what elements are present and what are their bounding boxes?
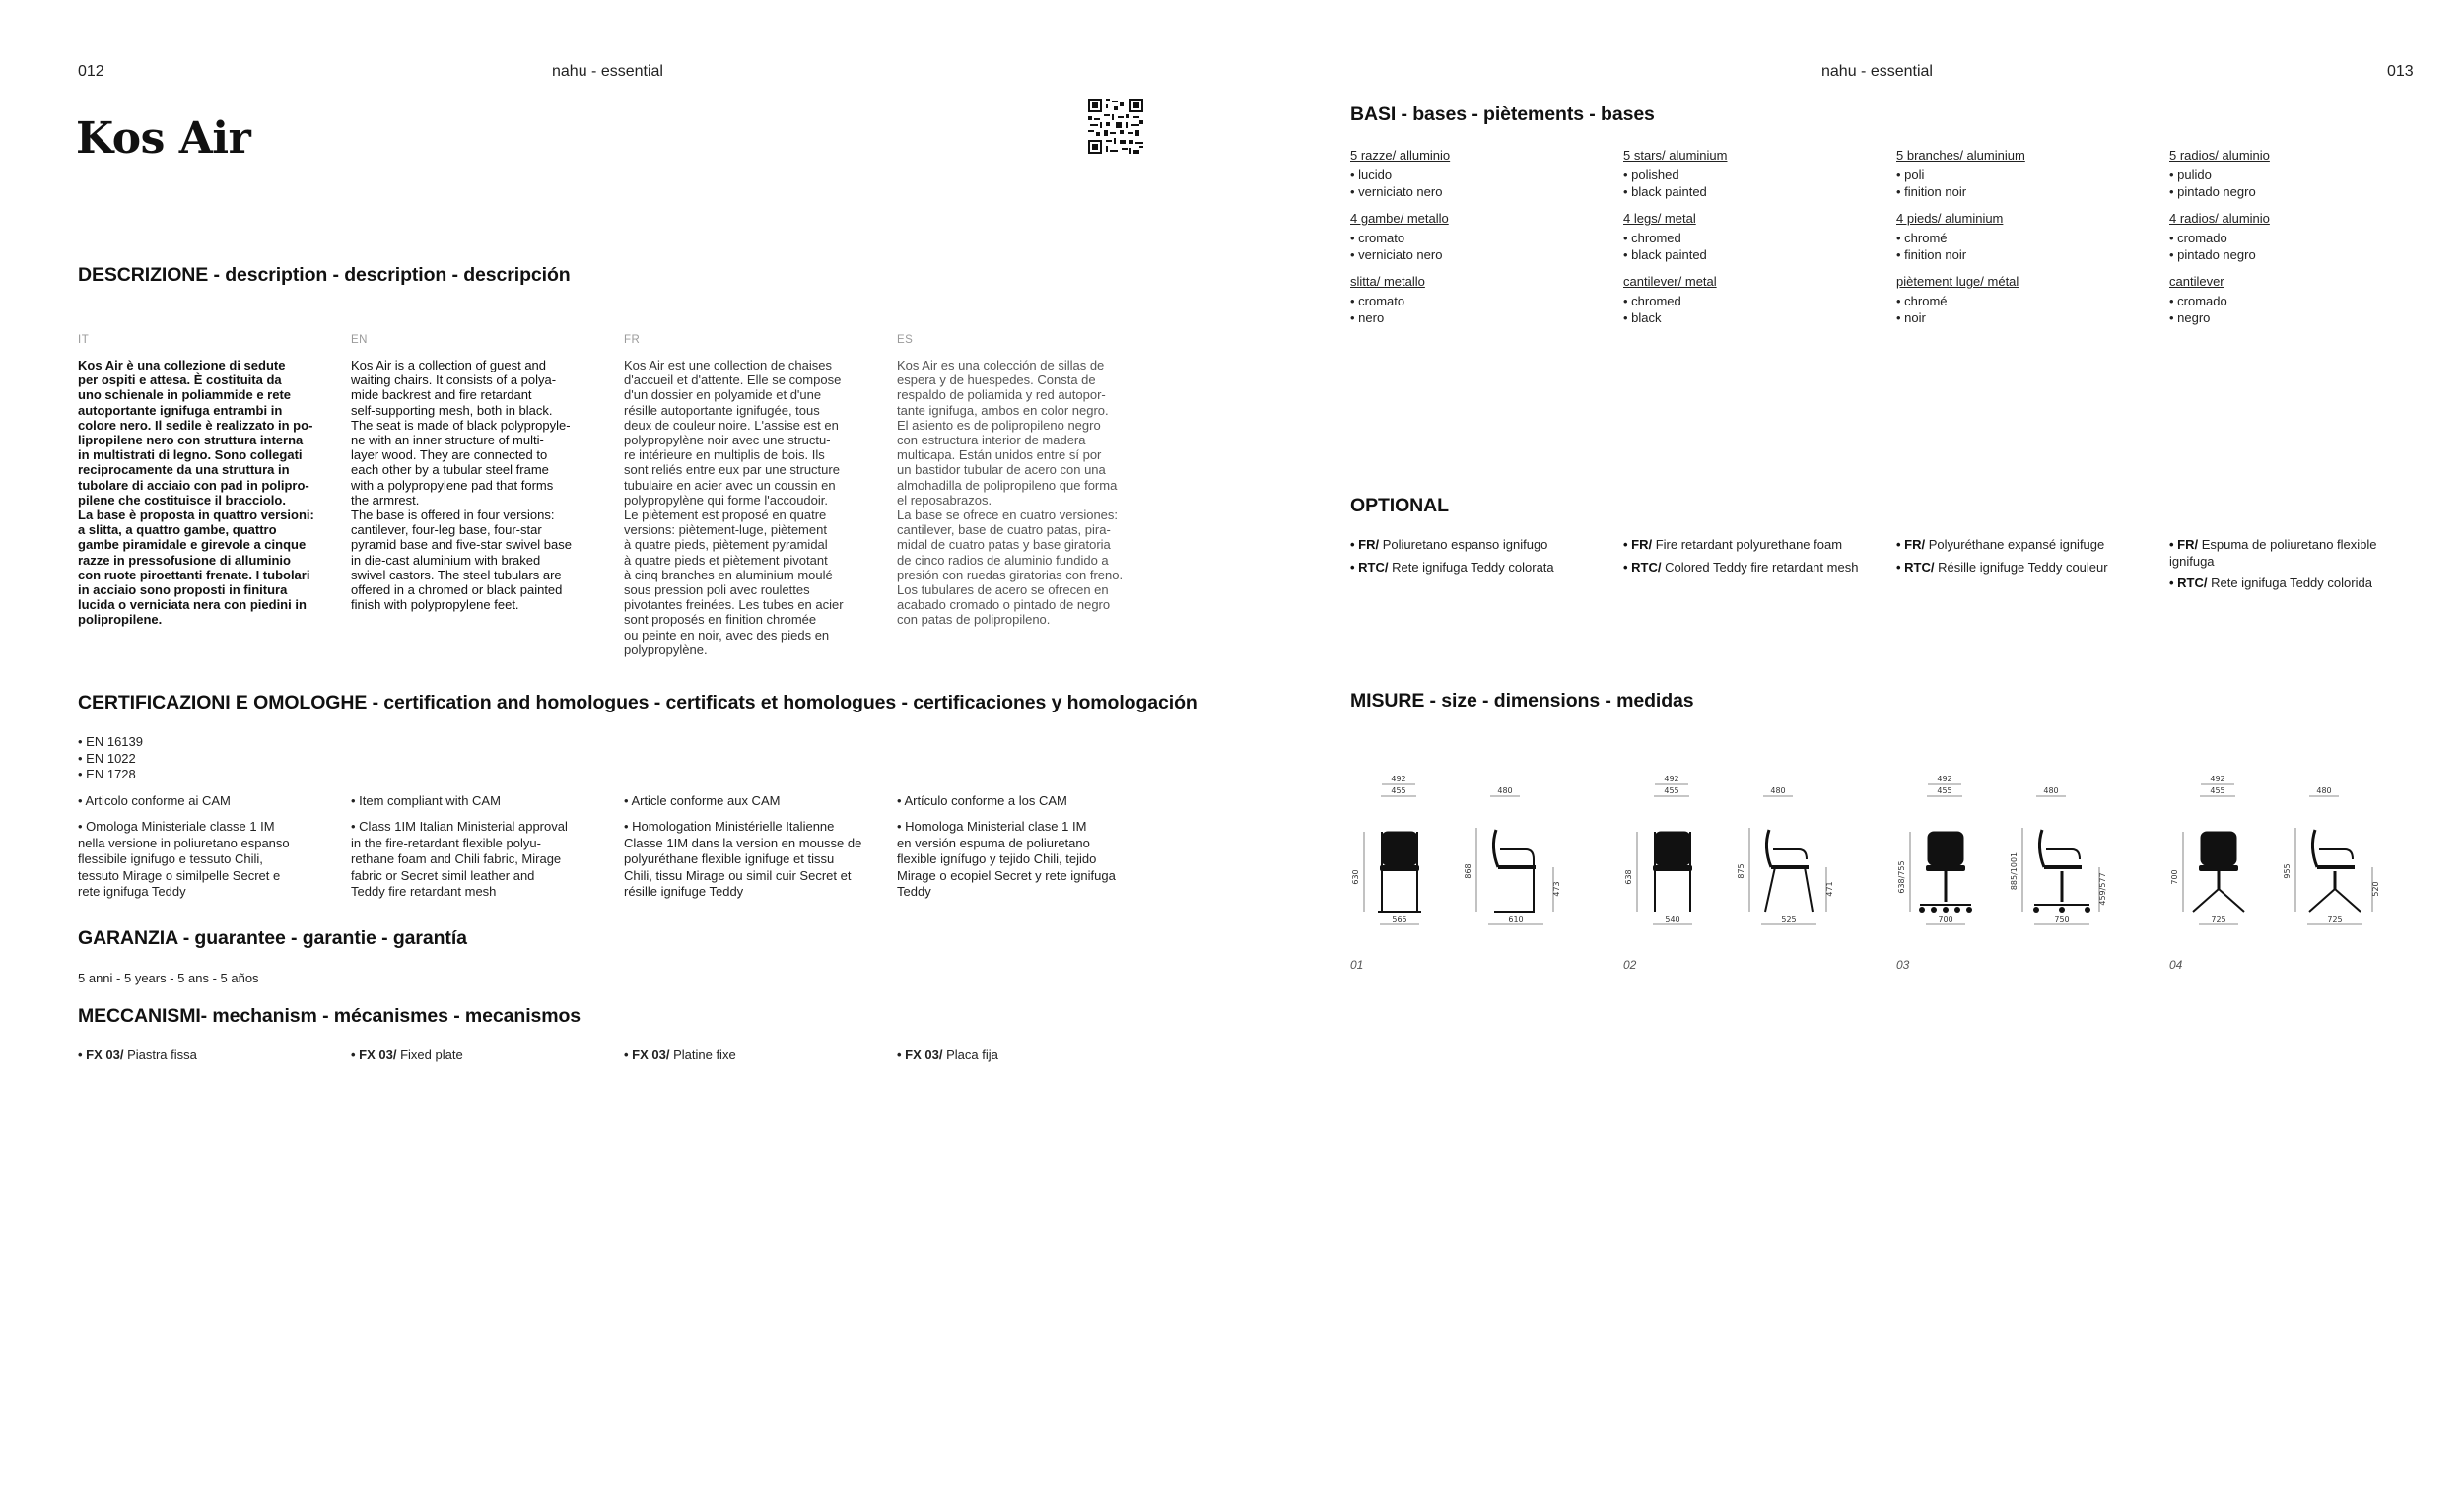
bases-column-en [1623, 148, 1727, 326]
base-finish: • polished [1623, 168, 1679, 182]
bases-column-es [2169, 148, 2270, 326]
base-group-title: slitta/ metallo [1350, 274, 1425, 289]
chair-front-backrest [1655, 832, 1690, 865]
dimension-label-top-width: 492 [1937, 775, 1952, 783]
standard-item: • EN 1728 [78, 767, 136, 781]
lang-label-es: ES [897, 334, 914, 346]
optional-label: Rete ignifuga Teddy colorata [1388, 559, 1554, 575]
homologation-it: • Omologa Ministeriale classe 1 IM nella versione in poliuretano espanso flessibile ignifugo e tessuto Chili, tessuto Mirage o similpelle Secret e rete ignifuga Teddy [78, 819, 290, 899]
model-number: 04 [2169, 958, 2183, 972]
base-finish: • verniciato nero [1350, 246, 1443, 262]
dimension-label-top-width: 492 [1391, 775, 1406, 783]
page-number-left: 012 [78, 63, 104, 80]
base-finish: • cromato [1350, 294, 1405, 308]
chair-side-backrest [1493, 830, 1498, 867]
chair-side-castor [2033, 907, 2039, 913]
dimension-label-seat-height: 471 [1825, 881, 1834, 897]
certifications-heading: CERTIFICAZIONI E OMOLOGHE - certification and homologues - certificats et homologues - certificaciones y homologación [78, 692, 1198, 713]
optional-label: Fire retardant polyurethane foam [1652, 537, 1843, 552]
dimension-label-seat-width: 455 [1937, 786, 1952, 795]
chair-front-leg [2193, 889, 2219, 912]
base-finish: • black painted [1623, 246, 1707, 262]
optional-code: • FR/ [2169, 537, 2199, 552]
homologation-fr: • Homologation Ministérielle Italienne Classe 1IM dans la version en mousse de polyuréthane flexible ignifuge et tissu Chili, tissu Mirage ou simil cuir Secret et résille ignifuge Teddy [624, 819, 862, 899]
model-number: 02 [1623, 958, 1637, 972]
bases-column-it [1350, 148, 1450, 326]
homologation-en: • Class 1IM Italian Ministerial approval in the fire-retardant flexible polyu- rethane foam and Chili fabric, Mirage fabric or Secret simil leather and Teddy fire retardant mesh [351, 819, 568, 899]
optional-label: Poliuretano espanso ignifugo [1379, 537, 1548, 552]
optional-item [2169, 575, 2416, 592]
base-finish: • nero [1350, 309, 1385, 325]
dimension-label-seat-height: 520 [2371, 881, 2380, 897]
chair-side-leg [1805, 867, 1813, 912]
dimension-label-front-base: 725 [2211, 915, 2226, 924]
lang-label-it: IT [78, 334, 90, 346]
product-title: Kos Air [76, 113, 251, 164]
dimension-label-side-base: 725 [2327, 915, 2343, 924]
dimension-label-front-height: 700 [2170, 869, 2179, 885]
chair-side-armrest [2046, 849, 2080, 859]
base-finish: • verniciato nero [1350, 183, 1443, 199]
base-finish: • finition noir [1896, 246, 1967, 262]
dimension-label-seat-width: 455 [1664, 786, 1679, 795]
optional-code: • RTC/ [2169, 575, 2208, 590]
chair-side-armrest [1500, 849, 1534, 859]
mechanism-heading: MECCANISMI- mechanism - mécanismes - mecanismos [78, 1005, 582, 1027]
base-finish: • chromé [1896, 294, 1948, 308]
optional-label: Colored Teddy fire retardant mesh [1661, 559, 1859, 575]
dimension-label-side-base: 610 [1508, 915, 1524, 924]
optional-code: • RTC/ [1896, 559, 1935, 575]
chair-front-seat [2199, 865, 2238, 871]
chair-side-backrest [2039, 830, 2044, 867]
base-finish: • pintado negro [2169, 183, 2256, 199]
dimension-label-top-width: 492 [1664, 775, 1679, 783]
standards-list [78, 734, 143, 783]
dimension-label-side-height: 868 [1464, 863, 1472, 879]
size-drawings-svg [1350, 769, 2425, 936]
chair-front-castor [1919, 907, 1925, 913]
base-group-title: piètement luge/ métal [1896, 274, 2019, 289]
optional-label: Espuma de poliuretano flexible ignifuga [2169, 537, 2377, 569]
base-group-title: 5 radios/ aluminio [2169, 148, 2270, 163]
dimension-label-front-height: 638/755 [1897, 860, 1906, 894]
chair-side-castor [2059, 907, 2065, 913]
chair-side-leg [2309, 889, 2335, 912]
chair-front-leg [2219, 889, 2244, 912]
base-finish: • lucido [1350, 168, 1393, 182]
base-group-title: 4 gambe/ metallo [1350, 211, 1449, 226]
base-finish: • chromed [1623, 231, 1681, 245]
brand-header-left: nahu - essential [552, 63, 663, 80]
optional-code: • FR/ [1350, 537, 1380, 552]
model-number: 03 [1896, 958, 1910, 972]
base-group-title: 5 stars/ aluminium [1623, 148, 1728, 163]
base-group-title: 5 branches/ aluminium [1896, 148, 2025, 163]
optional-code: • FR/ [1623, 537, 1653, 552]
base-finish: • chromé [1896, 231, 1948, 245]
mechanism-item-it [78, 1048, 197, 1064]
mechanism-label: Placa fija [942, 1048, 998, 1062]
dimension-label-side-height: 885/1001 [2010, 851, 2019, 891]
optional-item [1896, 537, 2153, 554]
base-finish: • negro [2169, 309, 2211, 325]
base-group-title: 4 radios/ aluminio [2169, 211, 2270, 226]
optional-item [1350, 560, 1607, 576]
optional-item [2169, 537, 2416, 570]
optional-column-fr [1896, 537, 2153, 575]
lang-label-en: EN [351, 334, 368, 346]
base-finish: • pintado negro [2169, 246, 2256, 262]
dimension-label-seat-height: 473 [1552, 881, 1561, 897]
dimension-label-top-width: 492 [2210, 775, 2225, 783]
dimension-label-front-base: 700 [1938, 915, 1953, 924]
base-finish: • noir [1896, 309, 1926, 325]
chair-front-seat [1926, 865, 1965, 871]
chair-front-castor [1954, 907, 1960, 913]
chair-front-castor [1943, 907, 1949, 913]
optional-item [1623, 560, 1860, 576]
dimension-label-side-height: 875 [1737, 863, 1745, 879]
chair-side-leg [2335, 889, 2361, 912]
base-finish: • cromato [1350, 231, 1405, 245]
dimension-label-side-height: 955 [2283, 863, 2292, 879]
description-text-en: Kos Air is a collection of guest and waiting chairs. It consists of a polya- mide backrest and fire retardant self-supporting mesh, both in black. The seat is made of black polypropyle- ne with an inner structure of multi- layer wood. They are connected to each other by a tubular steel frame with a polypropylene pad that forms the armrest. The base is offered in four versions: cantilever, four-leg base, four-star pyramid base and five-star swivel base in die-cast aluminium with braked swivel castors. The steel tubulars are offered in a chromed or black painted finish with polypropylene feet. [351, 358, 572, 613]
optional-label: Résille ignifuge Teddy couleur [1934, 559, 2108, 575]
base-finish: • finition noir [1896, 183, 1967, 199]
qr-code-icon [1088, 99, 1143, 154]
base-finish: • poli [1896, 168, 1925, 182]
cam-note-fr: • Article conforme aux CAM [624, 793, 781, 808]
base-finish: • chromed [1623, 294, 1681, 308]
mechanism-label: Piastra fissa [123, 1048, 197, 1062]
optional-column-es [2169, 537, 2416, 592]
mechanism-code: • FX 03/ [897, 1048, 943, 1062]
warranty-heading: GARANZIA - guarantee - garantie - garantía [78, 927, 467, 949]
chair-front-castor [1931, 907, 1937, 913]
description-text-it: Kos Air è una collezione di sedute per ospiti e attesa. È costituita da uno schienale in poliammide e rete autoportante ignifuga entrambi in colore nero. Il sedile è realizzato in po- lipropilene nero con struttura interna in multistrati di legno. Sono collegati reciprocamente da una struttura in tubolare di acciaio con pad in polipro- pilene che costituisce il bracciolo. La base è proposta in quattro versioni: a slitta, a quattro gambe, quattro gambe piramidale e girevole a cinque razze in pressofusione di alluminio con ruote piroettanti frenate. I tubolari in acciaio sono proposti in finitura lucida o verniciata nera con piedini in polipropilene. [78, 358, 314, 628]
optional-label: Polyuréthane expansé ignifuge [1925, 537, 2105, 552]
mechanism-label: Platine fixe [669, 1048, 736, 1062]
optional-column-en [1623, 537, 1880, 575]
chair-front-seat [1380, 865, 1419, 871]
sizes-heading: MISURE - size - dimensions - medidas [1350, 690, 1694, 711]
base-group-title: 4 pieds/ aluminium [1896, 211, 2004, 226]
chair-front-backrest [2201, 832, 2236, 865]
base-finish: • cromado [2169, 231, 2227, 245]
optional-code: • FR/ [1896, 537, 1926, 552]
optional-item [1350, 537, 1607, 554]
base-finish: • cromado [2169, 294, 2227, 308]
dimension-label-seat-height: 459/577 [2098, 872, 2107, 906]
dimension-label-front-height: 630 [1351, 869, 1360, 885]
brand-header-right: nahu - essential [1821, 63, 1933, 80]
chair-side-armrest [2319, 849, 2353, 859]
lang-label-fr: FR [624, 334, 641, 346]
description-text-es: Kos Air es una colección de sillas de espera y de huespedes. Consta de respaldo de poliamida y red autopor- tante ignifuga, ambos en color negro. El asiento es de polipropileno negro con estructura interior de madera multicapa. Están unidos entre sí por un bastidor tubular de acero con una almohadilla de polipropileno que forma el reposabrazos. La base se ofrece en cuatro versiones: cantilever, base de cuatro patas, pira- midal de cuatro patas y base giratoria de cinco radios de aluminio fundido a presión con ruedas giratorias con freno. Los tubulares de acero se ofrecen en acabado cromado o pintado de negro con patas de polipropileno. [897, 358, 1124, 628]
chair-front-castor [1966, 907, 1972, 913]
mechanism-label: Fixed plate [396, 1048, 463, 1062]
base-group-title: cantilever/ metal [1623, 274, 1717, 289]
chair-side-castor [2085, 907, 2090, 913]
cam-note-es: • Artículo conforme a los CAM [897, 793, 1067, 808]
bases-column-fr [1896, 148, 2025, 326]
optional-code: • RTC/ [1623, 559, 1662, 575]
base-group-title: 5 razze/ alluminio [1350, 148, 1451, 163]
page-number-right: 013 [2387, 63, 2414, 80]
chair-side-backrest [2312, 830, 2317, 867]
dimension-label-front-height: 638 [1624, 869, 1633, 885]
dimension-label-side-base: 525 [1781, 915, 1797, 924]
warranty-text: 5 anni - 5 years - 5 ans - 5 años [78, 971, 259, 985]
description-heading: DESCRIZIONE - description - description - descripción [78, 264, 571, 286]
base-finish: • black painted [1623, 183, 1707, 199]
cam-note-en: • Item compliant with CAM [351, 793, 501, 808]
dimension-label-front-base: 565 [1392, 915, 1407, 924]
standard-item: • EN 1022 [78, 750, 136, 766]
chair-front-backrest [1928, 832, 1963, 865]
chair-side-backrest [1766, 830, 1771, 867]
chair-side-armrest [1773, 849, 1807, 859]
mechanism-item-en [351, 1048, 463, 1064]
mechanism-code: • FX 03/ [78, 1048, 124, 1062]
model-number: 01 [1350, 958, 1364, 972]
dimension-label-side-top: 480 [1770, 786, 1786, 795]
base-finish: • black [1623, 309, 1662, 325]
optional-heading: OPTIONAL [1350, 495, 1449, 516]
cam-note-it: • Articolo conforme ai CAM [78, 793, 231, 808]
dimension-label-seat-width: 455 [1391, 786, 1406, 795]
description-text-fr: Kos Air est une collection de chaises d'accueil et d'attente. Elle se compose d'un dossier en polyamide et d'une résille autoportante ignifugée, tous deux de couleur noire. L'assise est en polypropylène noir avec une structu- re intérieure en multiplis de bois. Ils sont reliés entre eux par une structure tubulaire en acier avec un coussin en polypropylène qui forme l'accoudoir. Le piètement est proposé en quatre versions: piètement-luge, piètement à quatre pieds, piètement pyramidal à quatre pieds et piètement pivotant à cinq branches en aluminium moulé sous pression poli avec roulettes pivotantes freinées. Les tubes en acier sont proposés en finition chromée ou peinte en noir, avec des pieds en polypropylène. [624, 358, 844, 657]
optional-column-it [1350, 537, 1607, 575]
qr-code[interactable] [1088, 99, 1143, 154]
optional-code: • RTC/ [1350, 559, 1389, 575]
optional-item [1896, 560, 2153, 576]
dimension-label-side-top: 480 [2043, 786, 2059, 795]
chair-side-leg [1765, 867, 1775, 912]
chair-front-backrest [1382, 832, 1417, 865]
optional-item [1623, 537, 1880, 554]
dimension-label-front-base: 540 [1665, 915, 1680, 924]
mechanism-item-es [897, 1048, 998, 1064]
dimension-label-side-base: 750 [2054, 915, 2070, 924]
standard-item: • EN 16139 [78, 734, 143, 749]
mechanism-code: • FX 03/ [351, 1048, 397, 1062]
optional-label: Rete ignifuga Teddy colorida [2207, 575, 2372, 590]
homologation-es: • Homologa Ministerial clase 1 IM en versión espuma de poliuretano flexible ignífugo y tejido Chili, tejido Mirage o ecopiel Secret y rete ignifuga Teddy [897, 819, 1116, 899]
dimension-label-side-top: 480 [1497, 786, 1513, 795]
mechanism-code: • FX 03/ [624, 1048, 670, 1062]
size-drawings [1350, 769, 2425, 936]
base-finish: • pulido [2169, 168, 2212, 182]
dimension-label-side-top: 480 [2316, 786, 2332, 795]
mechanism-item-fr [624, 1048, 736, 1064]
base-group-title: 4 legs/ metal [1623, 211, 1696, 226]
base-group-title: cantilever [2169, 274, 2224, 289]
chair-front-seat [1653, 865, 1692, 871]
dimension-label-seat-width: 455 [2210, 786, 2225, 795]
bases-heading: BASI - bases - piètements - bases [1350, 103, 1655, 125]
